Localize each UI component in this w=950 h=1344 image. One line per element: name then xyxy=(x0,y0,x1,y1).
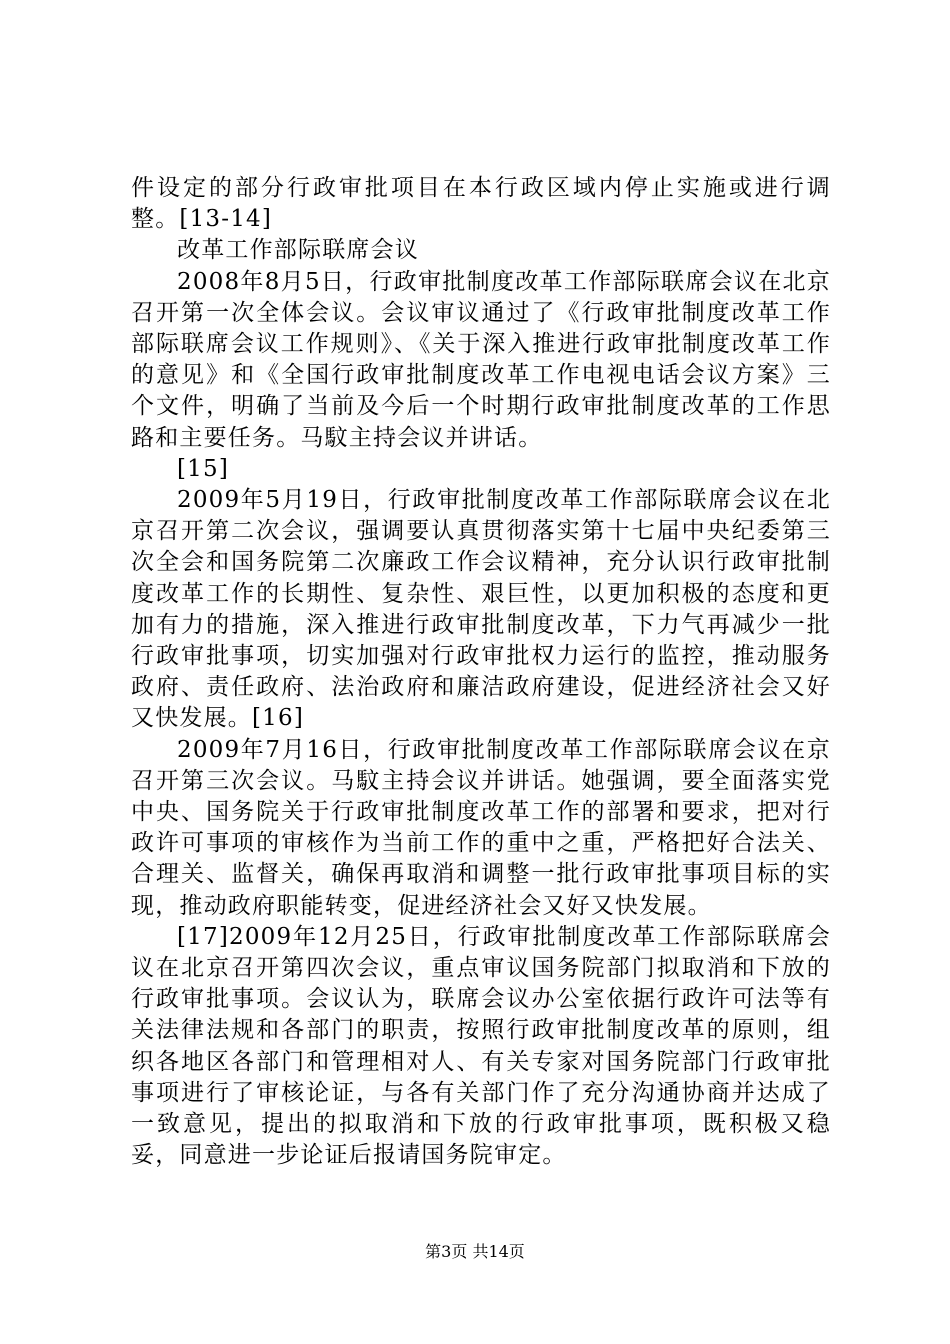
paragraph: [17]2009年12月25日，行政审批制度改革工作部际联席会议在北京召开第四次会议，重点审议国务院部门拟取消和下放的行政审批事项。会议认为，联席会议办公室依据行政许可法等有关法律法规和各部门的职责，按照行政审批制度改革的原则，组织各地区各部门和管理相对人、有关专家对国务院部门行政审批事项进行了审核论证，与各有关部门作了充分沟通协商并达成了一致意见，提出的拟取消和下放的行政审批事项，既积极又稳妥，同意进一步论证后报请国务院审定。 xyxy=(131,923,831,1169)
citation-paragraph: [15] xyxy=(177,455,230,482)
paragraph: 2008年8月5日，行政审批制度改革工作部际联席会议在北京召开第一次全体会议。会议审议通过了《行政审批制度改革工作部际联席会议工作规则》、《关于深入推进行政审批制度改革工作的意见》和《全国行政审批制度改革工作电视电话会议方案》三个文件，明确了当前及今后一个时期行政审批制度改革的工作思路和主要任务。马馼主持会议并讲话。 xyxy=(131,268,831,451)
section-heading: 改革工作部际联席会议 xyxy=(177,237,419,264)
page-footer: 第3页 共14页 xyxy=(425,1242,525,1261)
paragraph: 件设定的部分行政审批项目在本行政区域内停止实施或进行调整。[13-14] xyxy=(131,175,831,233)
document-body xyxy=(131,173,831,1172)
paragraph: 2009年7月16日，行政审批制度改革工作部际联席会议在京召开第三次会议。马馼主持会议并讲话。她强调，要全面落实党中央、国务院关于行政审批制度改革工作的部署和要求，把对行政许可事项的审核作为当前工作的重中之重，严格把好合法关、合理关、监督关，确保再取消和调整一批行政审批事项目标的实现，推动政府职能转变，促进经济社会又好又快发展。 xyxy=(131,736,831,919)
paragraph: 2009年5月19日，行政审批制度改革工作部际联席会议在北京召开第二次会议，强调要认真贯彻落实第十七届中央纪委第三次全会和国务院第二次廉政工作会议精神，充分认识行政审批制度改革工作的长期性、复杂性、艰巨性，以更加积极的态度和更加有力的措施，深入推进行政审批制度改革，下力气再减少一批行政审批事项，切实加强对行政审批权力运行的监控，推动服务政府、责任政府、法治政府和廉洁政府建设，促进经济社会又好又快发展。[16] xyxy=(131,487,831,732)
